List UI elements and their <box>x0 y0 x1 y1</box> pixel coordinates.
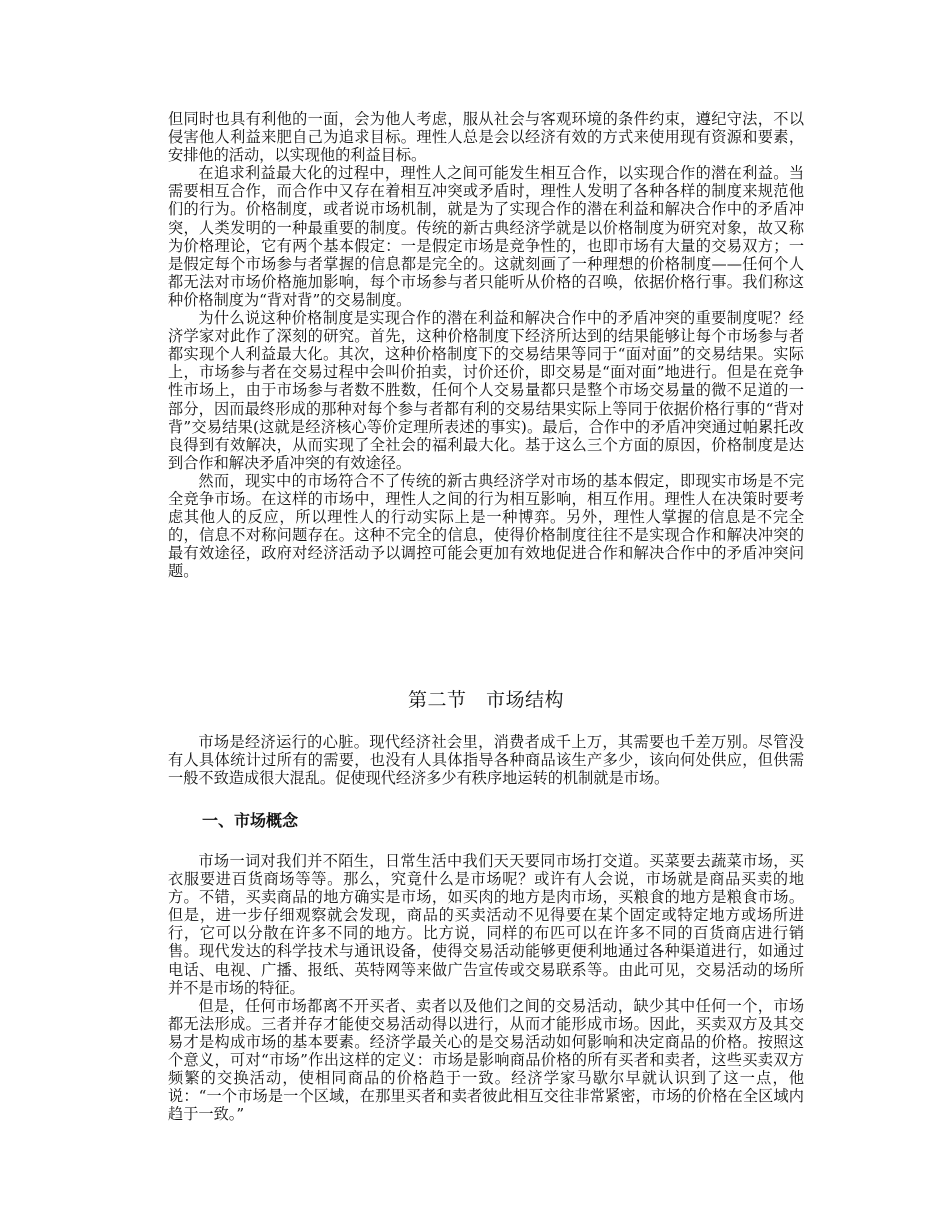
subsection-title: 一、市场概念 <box>202 811 299 830</box>
body-paragraph: 在追求利益最大化的过程中，理性人之间可能发生相互合作，以实现合作的潜在利益。当需要相互合作，而合作中又存在着相互冲突或矛盾时，理性人发明了各种各样的制度来规范他们的行为。价格制度，或者说市场机制，就是为了实现合作的潜在利益和解决合作中的矛盾冲突，人类发明的一种最重要的制度。传统的新古典经济学就是以价格制度为研究对象，故又称为价格理论，它有两个基本假定：一是假定市场是竞争性的，也即市场有大量的交易双方；一是假定每个市场参与者掌握的信息都是完全的。这就刻画了一种理想的价格制度——任何个人都无法对市场价格施加影响，每个市场参与者只能听从价格的召唤，依据价格行事。我们称这种价格制度为“背对背”的交易制度。 <box>168 164 804 309</box>
body-paragraph: 市场一词对我们并不陌生，日常生活中我们天天要同市场打交道。买菜要去蔬菜市场，买衣服要进百货商场等等。那么，究竟什么是市场呢？或许有人会说，市场就是商品买卖的地方。不错，买卖商品的地方确实是市场，如买肉的地方是肉市场，买粮食的地方是粮食市场。但是，进一步仔细观察就会发现，商品的买卖活动不见得要在某个固定或特定地方或场所进行，它可以分散在许多不同的地方。比方说，同样的布匹可以在许多不同的百货商店进行销售。现代发达的科学技术与通讯设备，使得交易活动能够更便利地通过各种渠道进行，如通过电话、电视、广播、报纸、英特网等来做广告宣传或交易联系等。由此可见，交易活动的场所并不是市场的特征。 <box>168 852 804 997</box>
subsection-text-block <box>168 852 804 1123</box>
section-title: 第二节 市场结构 <box>407 689 564 711</box>
body-paragraph: 为什么说这种价格制度是实现合作的潜在利益和解决合作中的矛盾冲突的重要制度呢？经济学家对此作了深刻的研究。首先，这种价格制度下经济所达到的结果能够让每个市场参与者都实现个人利益最大化。其次，这种价格制度下的交易结果等同于“面对面”的交易结果。实际上，市场参与者在交易过程中会叫价拍卖，讨价还价，即交易是“面对面”地进行。但是在竞争性市场上，由于市场参与者数不胜数，任何个人交易量都只是整个市场交易量的微不足道的一部分，因而最终形成的那种对每个参与者都有利的交易结果实际上等同于依据价格行事的“背对背”交易结果(这就是经济核心等价定理所表述的事实)。最后，合作中的矛盾冲突通过帕累托改良得到有效解决，从而实现了全社会的福利最大化。基于这么三个方面的原因，价格制度是达到合作和解决矛盾冲突的有效途径。 <box>168 309 804 472</box>
section-intro-block <box>168 733 804 787</box>
body-paragraph: 但是，任何市场都离不开买者、卖者以及他们之间的交易活动，缺少其中任何一个，市场都无法形成。三者并存才能使交易活动得以进行，从而才能形成市场。因此，买卖双方及其交易才是构成市场的基本要素。经济学最关心的是交易活动如何影响和决定商品的价格。按照这个意义，可对“市场”作出这样的定义：市场是影响商品价格的所有买者和卖者，这些买卖双方频繁的交换活动，使相同商品的价格趋于一致。经济学家马歇尔早就认识到了这一点，他说：“一个市场是一个区域，在那里买者和卖者彼此相互交往非常紧密，市场的价格在全区域内趋于一致。” <box>168 996 804 1124</box>
body-paragraph: 然而，现实中的市场符合不了传统的新古典经济学对市场的基本假定，即现实市场是不完全竞争市场。在这样的市场中，理性人之间的行为相互影响，相互作用。理性人在决策时要考虑其他人的反应，所以理性人的行动实际上是一种博弈。另外，理性人掌握的信息是不完全的，信息不对称问题存在。这种不完全的信息，使得价格制度往往不是实现合作和解决冲突的最有效途径，政府对经济活动予以调控可能会更加有效地促进合作和解决合作中的矛盾冲突问题。 <box>168 471 804 581</box>
body-paragraph: 但同时也具有利他的一面，会为他人考虑，服从社会与客观环境的条件约束，遵纪守法，不以侵害他人利益来肥自己为追求目标。理性人总是会以经济有效的方式来使用现有资源和要素，安排他的活动，以实现他的利益目标。 <box>168 110 804 165</box>
top-text-block <box>168 110 804 580</box>
section-intro-paragraph: 市场是经济运行的心脏。现代经济社会里，消费者成千上万，其需要也千差万别。尽管没有人具体统计过所有的需要，也没有人具体指导各种商品该生产多少，该向何处供应，但供需一般不致造成很大混乱。促使现代经济多少有秩序地运转的机制就是市场。 <box>168 733 804 788</box>
